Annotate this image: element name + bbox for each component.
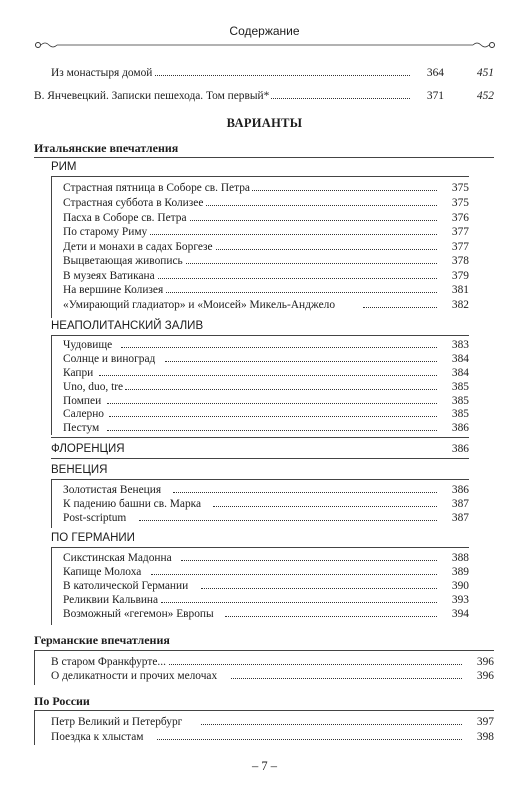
section-heading: Германские впечатления xyxy=(34,633,170,647)
section-heading: По России xyxy=(34,694,90,708)
subsection-heading: РИМ xyxy=(51,161,77,173)
toc-entry: Из монастыря домой 364 451 xyxy=(51,67,494,79)
toc-entry: Сикстинская Мадонна 388 xyxy=(63,552,469,564)
toc-entry: ФЛОРЕНЦИЯ 386 xyxy=(51,443,469,455)
toc-entry: Помпеи 385 xyxy=(63,395,469,407)
toc-entry: Поездка к хлыстам 398 xyxy=(51,731,494,743)
toc-entry: «Умирающий гладиатор» и «Моисей» Микель-Анджело 382 xyxy=(63,299,469,311)
toc-entry: В музеях Ватикана 379 xyxy=(63,270,469,282)
toc-entry: К падению башни св. Марка 387 xyxy=(63,498,469,510)
section-heading: Итальянские впечатления xyxy=(34,141,179,155)
toc-entry: Страстная пятница в Соборе св. Петра 375 xyxy=(63,182,469,194)
toc-entry: В католической Германии 390 xyxy=(63,580,469,592)
header-ornament xyxy=(34,40,496,50)
toc-entry: Золотистая Венеция 386 xyxy=(63,484,469,496)
toc-entry: Выцветающая живопись 378 xyxy=(63,255,469,267)
toc-entry: В старом Франкфурте... 396 xyxy=(51,656,494,668)
running-header: Содержание xyxy=(229,24,300,38)
toc-entry: Солнце и виноград 384 xyxy=(63,353,469,365)
subsection-heading: ВЕНЕЦИЯ xyxy=(51,464,108,476)
toc-entry: По старому Риму 377 xyxy=(63,226,469,238)
toc-entry: Страстная суббота в Колизее 375 xyxy=(63,197,469,209)
subsection-heading: НЕАПОЛИТАНСКИЙ ЗАЛИВ xyxy=(51,320,204,332)
toc-entry: Салерно 385 xyxy=(63,408,469,420)
toc-entry: Петр Великий и Петербург 397 xyxy=(51,716,494,728)
toc-entry: Пестум 386 xyxy=(63,422,469,434)
toc-entry: О деликатности и прочих мелочах 396 xyxy=(51,670,494,682)
toc-entry: Реликвии Кальвина 393 xyxy=(63,594,469,606)
toc-entry: Пасха в Соборе св. Петра 376 xyxy=(63,212,469,224)
toc-entry: Uno, duo, tre 385 xyxy=(63,381,469,393)
toc-entry: Капище Молоха 389 xyxy=(63,566,469,578)
toc-entry: Чудовище 383 xyxy=(63,339,469,351)
variants-heading: ВАРИАНТЫ xyxy=(226,116,303,130)
subsection-heading: ПО ГЕРМАНИИ xyxy=(51,532,135,544)
page-number: – 7 – xyxy=(252,759,277,773)
toc-entry: Дети и монахи в садах Боргезе 377 xyxy=(63,241,469,253)
toc-entry: Post-scriptum 387 xyxy=(63,512,469,524)
toc-entry: Капри 384 xyxy=(63,367,469,379)
toc-entry: Возможный «гегемон» Европы 394 xyxy=(63,608,469,620)
toc-entry: На вершине Колизея 381 xyxy=(63,284,469,296)
toc-entry: В. Янчевецкий. Записки пешехода. Том первый* 371 452 xyxy=(34,90,494,102)
